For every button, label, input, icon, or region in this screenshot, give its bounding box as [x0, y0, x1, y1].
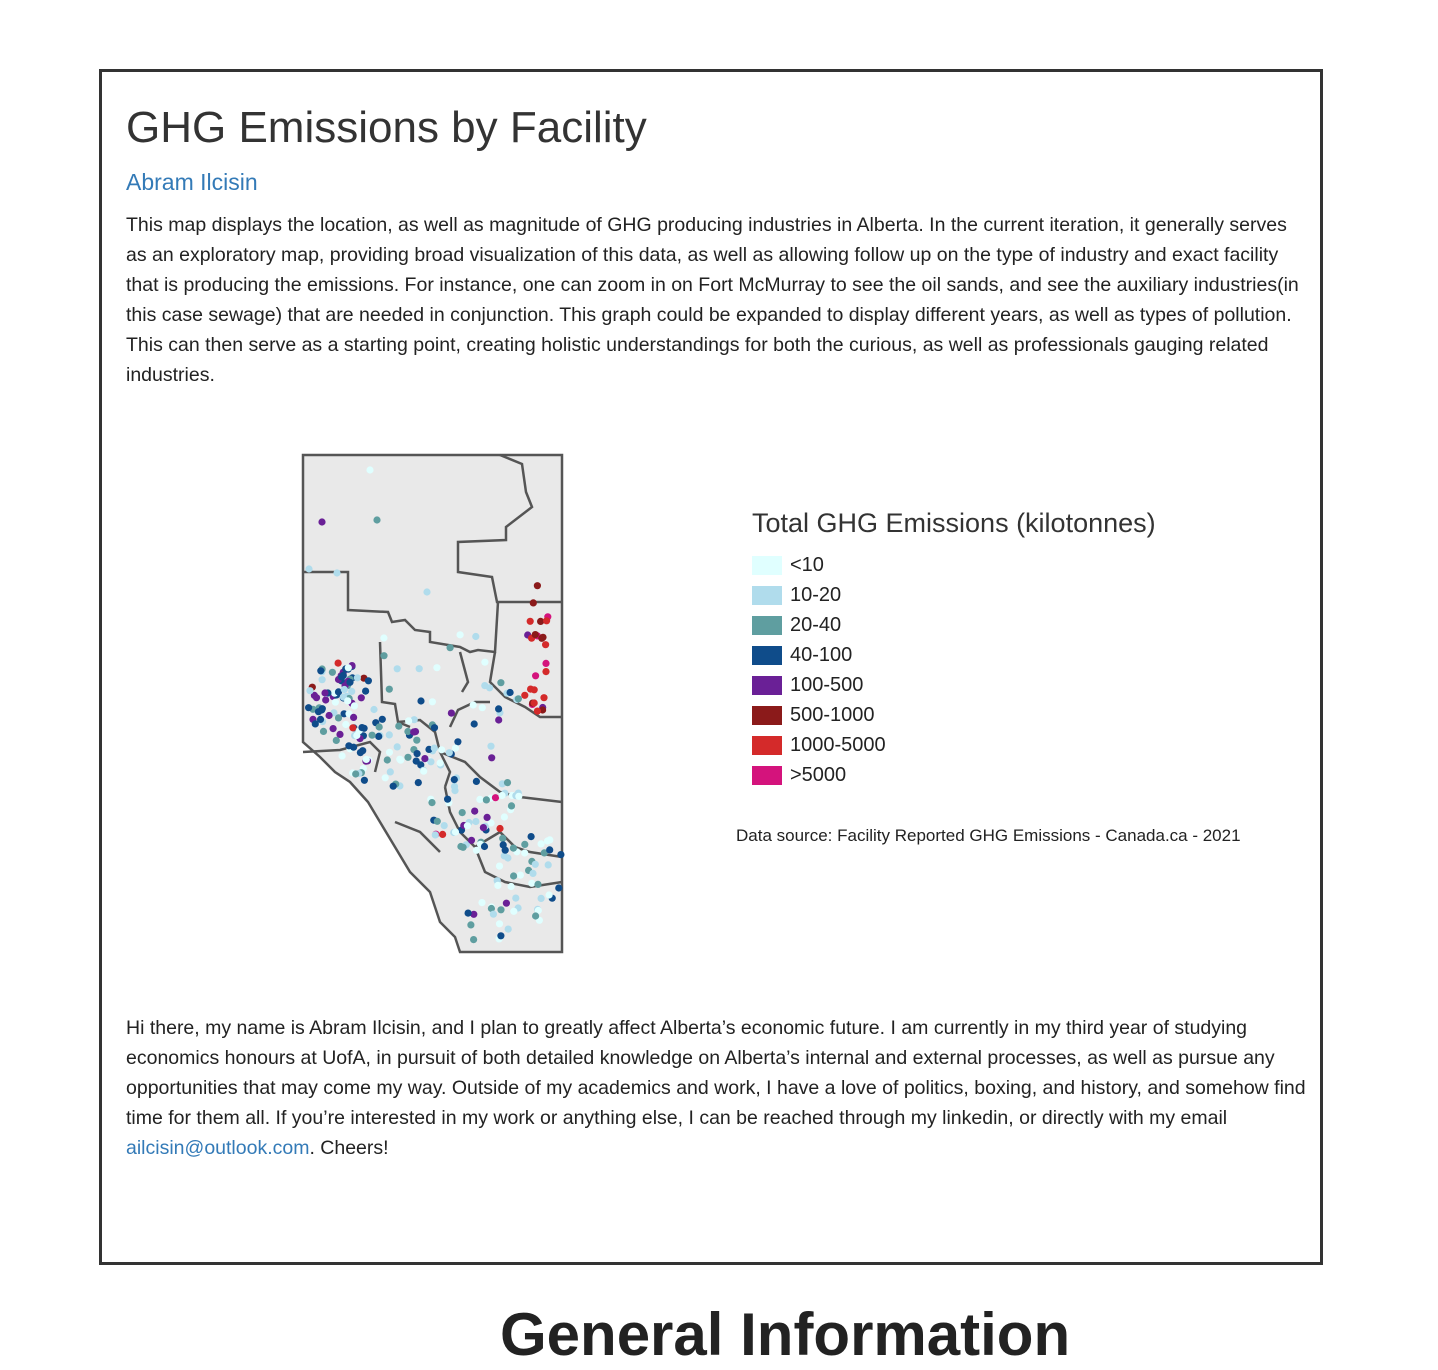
facility-point[interactable]: [362, 688, 369, 695]
facility-point[interactable]: [497, 932, 504, 939]
facility-point[interactable]: [542, 668, 549, 675]
facility-point[interactable]: [503, 900, 510, 907]
facility-point[interactable]: [387, 768, 394, 775]
facility-point[interactable]: [447, 644, 454, 651]
facility-point[interactable]: [507, 689, 514, 696]
facility-point[interactable]: [546, 891, 553, 898]
facility-point[interactable]: [350, 714, 357, 721]
facility-point[interactable]: [366, 466, 373, 473]
facility-point[interactable]: [538, 895, 545, 902]
facility-point[interactable]: [339, 752, 346, 759]
facility-point[interactable]: [499, 792, 506, 799]
facility-point[interactable]: [515, 793, 522, 800]
facility-point[interactable]: [517, 872, 524, 879]
facility-point[interactable]: [345, 742, 352, 749]
facility-point[interactable]: [529, 870, 536, 877]
facility-point[interactable]: [481, 843, 488, 850]
facility-point[interactable]: [315, 708, 322, 715]
facility-point[interactable]: [494, 882, 501, 889]
facility-point[interactable]: [410, 728, 417, 735]
facility-point[interactable]: [495, 716, 502, 723]
legend-swatch: [752, 736, 782, 755]
facility-point[interactable]: [468, 837, 475, 844]
facility-point[interactable]: [483, 796, 490, 803]
facility-point[interactable]: [521, 841, 528, 848]
facility-point[interactable]: [499, 835, 506, 842]
facility-point[interactable]: [510, 872, 517, 879]
page-title: GHG Emissions by Facility: [126, 103, 647, 152]
facility-point[interactable]: [395, 723, 402, 730]
facility-point[interactable]: [380, 652, 387, 659]
bio-text: Hi there, my name is Abram Ilcisin, and I plan to greatly affect Alberta’s economic future. I am currently in my third year of studying economics honours at UofA, in pursuit of both detailed knowledge on Alberta’s internal and external processes, as well as pursue any opportunities that may come my way. Outside of my academics and work, I have a love of politics, boxing, and history, and somehow find time for them all. If you’re interested in my work or anything else, I can be reached through my linkedin, or directly with my email: [126, 1017, 1306, 1129]
facility-point[interactable]: [467, 921, 474, 928]
facility-point[interactable]: [557, 851, 564, 858]
facility-point[interactable]: [538, 840, 545, 847]
facility-point[interactable]: [369, 732, 376, 739]
next-section-heading: General Information: [500, 1301, 1071, 1368]
facility-point[interactable]: [542, 660, 549, 667]
facility-point[interactable]: [451, 787, 458, 794]
facility-point[interactable]: [457, 631, 464, 638]
facility-point[interactable]: [358, 724, 365, 731]
legend-item: [752, 760, 1156, 790]
facility-point[interactable]: [320, 728, 327, 735]
facility-point[interactable]: [429, 698, 436, 705]
facility-point[interactable]: [532, 861, 539, 868]
legend-label: 20-40: [790, 613, 842, 636]
facility-point[interactable]: [496, 920, 503, 927]
facility-point[interactable]: [534, 881, 541, 888]
facility-point[interactable]: [465, 910, 472, 917]
facility-point[interactable]: [394, 743, 401, 750]
facility-point[interactable]: [510, 908, 517, 915]
facility-point[interactable]: [484, 814, 491, 821]
facility-point[interactable]: [472, 633, 479, 640]
facility-point[interactable]: [363, 756, 370, 763]
facility-point[interactable]: [508, 883, 515, 890]
map-legend: [752, 506, 1156, 790]
facility-point[interactable]: [346, 679, 353, 686]
legend-swatch: [752, 676, 782, 695]
facility-point[interactable]: [326, 712, 333, 719]
facility-point[interactable]: [478, 899, 485, 906]
facility-point[interactable]: [437, 759, 444, 766]
facility-point[interactable]: [353, 732, 360, 739]
facility-point[interactable]: [336, 731, 343, 738]
facility-point[interactable]: [444, 796, 451, 803]
facility-point[interactable]: [471, 720, 478, 727]
facility-point[interactable]: [332, 699, 339, 706]
facility-point[interactable]: [421, 755, 428, 762]
facility-point[interactable]: [454, 738, 461, 745]
facility-point[interactable]: [414, 750, 421, 757]
facility-point[interactable]: [318, 518, 325, 525]
facility-point[interactable]: [352, 770, 359, 777]
facility-point[interactable]: [487, 743, 494, 750]
facility-point[interactable]: [431, 724, 438, 731]
legend-title: Total GHG Emissions (kilotonnes): [752, 508, 1156, 538]
facility-point[interactable]: [433, 664, 440, 671]
facility-point[interactable]: [394, 665, 401, 672]
facility-point[interactable]: [416, 665, 423, 672]
facility-point[interactable]: [492, 794, 499, 801]
facility-point[interactable]: [375, 733, 382, 740]
facility-point[interactable]: [473, 847, 480, 854]
facility-point[interactable]: [312, 720, 319, 727]
facility-point[interactable]: [531, 699, 538, 706]
facility-point[interactable]: [420, 768, 427, 775]
facility-point[interactable]: [527, 618, 534, 625]
facility-point[interactable]: [496, 863, 503, 870]
email-link[interactable]: ailcisin@outlook.com: [126, 1137, 310, 1159]
facility-point[interactable]: [532, 912, 539, 919]
facility-point[interactable]: [345, 664, 352, 671]
facility-point[interactable]: [534, 708, 541, 715]
facility-point[interactable]: [373, 516, 380, 523]
facility-point[interactable]: [446, 749, 453, 756]
facility-point[interactable]: [490, 911, 497, 918]
facility-point[interactable]: [532, 631, 539, 638]
facility-point[interactable]: [528, 833, 535, 840]
facility-point[interactable]: [305, 565, 312, 572]
facility-point[interactable]: [354, 674, 361, 681]
facility-point[interactable]: [329, 669, 336, 676]
legend-swatch: [752, 616, 782, 635]
facility-point[interactable]: [543, 617, 550, 624]
facility-point[interactable]: [341, 686, 348, 693]
facility-point[interactable]: [502, 847, 509, 854]
facility-point[interactable]: [488, 754, 495, 761]
facility-point[interactable]: [305, 704, 312, 711]
legend-item: [752, 550, 1156, 580]
facility-point[interactable]: [531, 686, 538, 693]
legend-label: 500-1000: [790, 703, 875, 726]
facility-point[interactable]: [379, 716, 386, 723]
facility-point[interactable]: [452, 828, 459, 835]
facility-point[interactable]: [515, 695, 522, 702]
facility-point[interactable]: [540, 694, 547, 701]
facility-point[interactable]: [473, 778, 480, 785]
legend-swatch: [752, 556, 782, 575]
legend-item: [752, 580, 1156, 610]
legend-swatch: [752, 586, 782, 605]
facility-point[interactable]: [512, 895, 519, 902]
legend-label: >5000: [790, 763, 847, 786]
facility-point[interactable]: [496, 825, 503, 832]
facility-point[interactable]: [439, 831, 446, 838]
facility-point[interactable]: [338, 673, 345, 680]
facility-point[interactable]: [423, 588, 430, 595]
facility-point[interactable]: [438, 746, 445, 753]
facility-point[interactable]: [428, 799, 435, 806]
facility-point[interactable]: [555, 884, 562, 891]
facility-point[interactable]: [470, 701, 477, 708]
facility-point[interactable]: [358, 694, 365, 701]
facility-point[interactable]: [351, 702, 358, 709]
legend-label: 10-20: [790, 583, 842, 606]
legend-label: 40-100: [790, 643, 853, 666]
data-source-note: Data source: Facility Reported GHG Emissions - Canada.ca - 2021: [736, 826, 1241, 845]
facility-point[interactable]: [415, 779, 422, 786]
facility-point[interactable]: [306, 687, 313, 694]
facility-point[interactable]: [384, 756, 391, 763]
alberta-map[interactable]: [300, 452, 570, 954]
facility-point[interactable]: [452, 745, 459, 752]
facility-point[interactable]: [504, 779, 511, 786]
facility-point[interactable]: [330, 725, 337, 732]
facility-point[interactable]: [505, 926, 512, 933]
legend-label: 100-500: [790, 673, 864, 696]
facility-point[interactable]: [397, 757, 404, 764]
facility-point[interactable]: [376, 723, 383, 730]
facility-point[interactable]: [386, 731, 393, 738]
legend-swatch: [752, 706, 782, 725]
facility-point[interactable]: [333, 737, 340, 744]
facility-point[interactable]: [451, 776, 458, 783]
facility-point[interactable]: [481, 659, 488, 666]
facility-point[interactable]: [532, 672, 539, 679]
facility-point[interactable]: [349, 724, 356, 731]
facility-point[interactable]: [382, 774, 389, 781]
facility-point[interactable]: [380, 634, 387, 641]
facility-point[interactable]: [448, 710, 455, 717]
content-card: [99, 69, 1323, 1265]
facility-point[interactable]: [335, 660, 342, 667]
facility-point[interactable]: [386, 686, 393, 693]
facility-point[interactable]: [504, 854, 511, 861]
legend-item: [752, 610, 1156, 640]
facility-point[interactable]: [460, 844, 467, 851]
facility-point[interactable]: [470, 936, 477, 943]
facility-point[interactable]: [322, 696, 329, 703]
legend-swatch: [752, 646, 782, 665]
facility-point[interactable]: [530, 599, 537, 606]
facility-point[interactable]: [464, 822, 471, 829]
facility-point[interactable]: [413, 737, 420, 744]
facility-point[interactable]: [546, 846, 553, 853]
facility-point[interactable]: [390, 783, 397, 790]
legend-item: [752, 670, 1156, 700]
facility-point[interactable]: [417, 697, 424, 704]
legend-label: 1000-5000: [790, 733, 886, 756]
facility-point[interactable]: [317, 667, 324, 674]
facility-point[interactable]: [528, 880, 535, 887]
facility-point[interactable]: [521, 692, 528, 699]
legend-item: [752, 730, 1156, 760]
legend-item: [752, 640, 1156, 670]
facility-point[interactable]: [321, 689, 328, 696]
facility-point[interactable]: [432, 831, 439, 838]
facility-point[interactable]: [510, 845, 517, 852]
facility-point[interactable]: [365, 677, 372, 684]
facility-point[interactable]: [479, 704, 486, 711]
bio-paragraph: [126, 1013, 1306, 1163]
facility-point[interactable]: [545, 861, 552, 868]
facility-point[interactable]: [319, 676, 326, 683]
legend-label: <10: [790, 553, 824, 576]
facility-point[interactable]: [495, 705, 502, 712]
facility-point[interactable]: [497, 679, 504, 686]
facility-point[interactable]: [431, 745, 438, 752]
facility-point[interactable]: [441, 822, 448, 829]
facility-point[interactable]: [413, 758, 420, 765]
facility-point[interactable]: [370, 706, 377, 713]
facility-point[interactable]: [542, 641, 549, 648]
facility-point[interactable]: [405, 717, 412, 724]
map-svg[interactable]: [300, 452, 570, 954]
facility-point[interactable]: [434, 818, 441, 825]
facility-point[interactable]: [404, 754, 411, 761]
facility-point[interactable]: [333, 569, 340, 576]
facility-point[interactable]: [521, 849, 528, 856]
legend-rows: [752, 550, 1156, 790]
description-paragraph: This map displays the location, as well as magnitude of GHG producing industries in Alberta. In the current iteration, it generally serves as an exploratory map, providing broad visualization of this data, as well as allowing follow up on the type of industry and exact facility that is producing the emissions. For instance, one can zoom in on Fort McMurray to see the oil sands, and see the auxiliary industries(in this case sewage) that are needed in conjunction. This graph could be expanded to display different years, as well as types of pollution. This can then serve as a starting point, creating holistic understandings for both the curious, as well as professionals gauging related industries.: [126, 214, 1299, 386]
facility-point[interactable]: [361, 777, 368, 784]
facility-point[interactable]: [480, 824, 487, 831]
facility-point[interactable]: [546, 836, 553, 843]
facility-point[interactable]: [344, 697, 351, 704]
facility-point[interactable]: [481, 682, 488, 689]
author-link[interactable]: Abram Ilcisin: [126, 169, 258, 195]
facility-point[interactable]: [476, 796, 483, 803]
bio-closing-text: . Cheers!: [309, 1137, 389, 1159]
facility-point[interactable]: [534, 582, 541, 589]
facility-point[interactable]: [342, 721, 349, 728]
facility-point[interactable]: [359, 747, 366, 754]
facility-point[interactable]: [508, 802, 515, 809]
facility-point[interactable]: [539, 634, 546, 641]
legend-item: [752, 700, 1156, 730]
facility-point[interactable]: [501, 813, 508, 820]
facility-point[interactable]: [472, 818, 479, 825]
facility-point[interactable]: [497, 906, 504, 913]
facility-point[interactable]: [459, 809, 466, 816]
facility-point[interactable]: [386, 749, 393, 756]
facility-point[interactable]: [471, 808, 478, 815]
legend-swatch: [752, 766, 782, 785]
facility-point[interactable]: [335, 714, 342, 721]
facility-point[interactable]: [313, 694, 320, 701]
